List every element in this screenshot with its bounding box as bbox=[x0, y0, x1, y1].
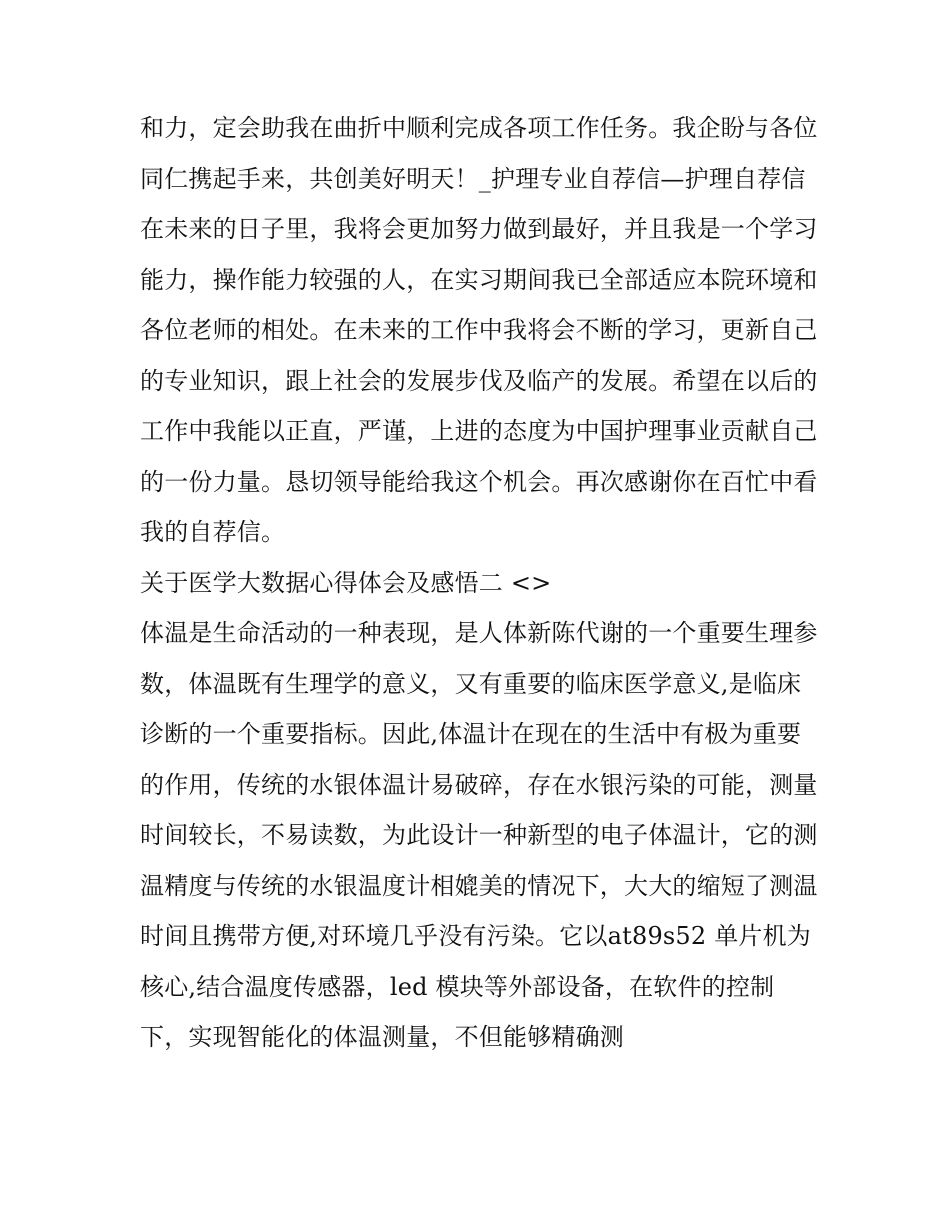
paragraph-self-recommendation-closing: 和力，定会助我在曲折中顺利完成各项工作任务。我企盼与各位同仁携起手来，共创美好明天！_护理专业自荐信—护理自荐信 bbox=[140, 114, 818, 193]
section-heading-medical-big-data: 关于医学大数据心得体会及感悟二 <> bbox=[140, 568, 552, 597]
paragraph-future-commitment: 在未来的日子里，我将会更加努力做到最好，并且我是一个学习能力，操作能力较强的人，在实习期间我已全部适应本院环境和各位老师的相处。在未来的工作中我将会不断的学习，更新自己的专业知识，跟上社会的发展步伐及临产的发展。希望在以后的工作中我能以正直，严谨，上进的态度为中国护理事业贡献自己的一份力量。恳切领导能给我这个机会。再次感谢你在百忙中看我的自荐信。 bbox=[140, 215, 818, 546]
document-body bbox=[140, 103, 820, 1063]
paragraph-thermometer-design: 体温是生命活动的一种表现，是人体新陈代谢的一个重要生理参数，体温既有生理学的意义，又有重要的临床医学意义,是临床诊断的一个重要指标。因此,体温计在现在的生活中有极为重要的作用，传统的水银体温计易破碎，存在水银污染的可能，测量时间较长，不易读数，为此设计一种新型的电子体温计，它的测温精度与传统的水银温度计相媲美的情况下，大大的缩短了测温时间且携带方便,对环境几乎没有污染。它以at89s52 单片机为核心,结合温度传感器，led 模块等外部设备，在软件的控制下，实现智能化的体温测量，不但能够精确测 bbox=[140, 619, 818, 1051]
